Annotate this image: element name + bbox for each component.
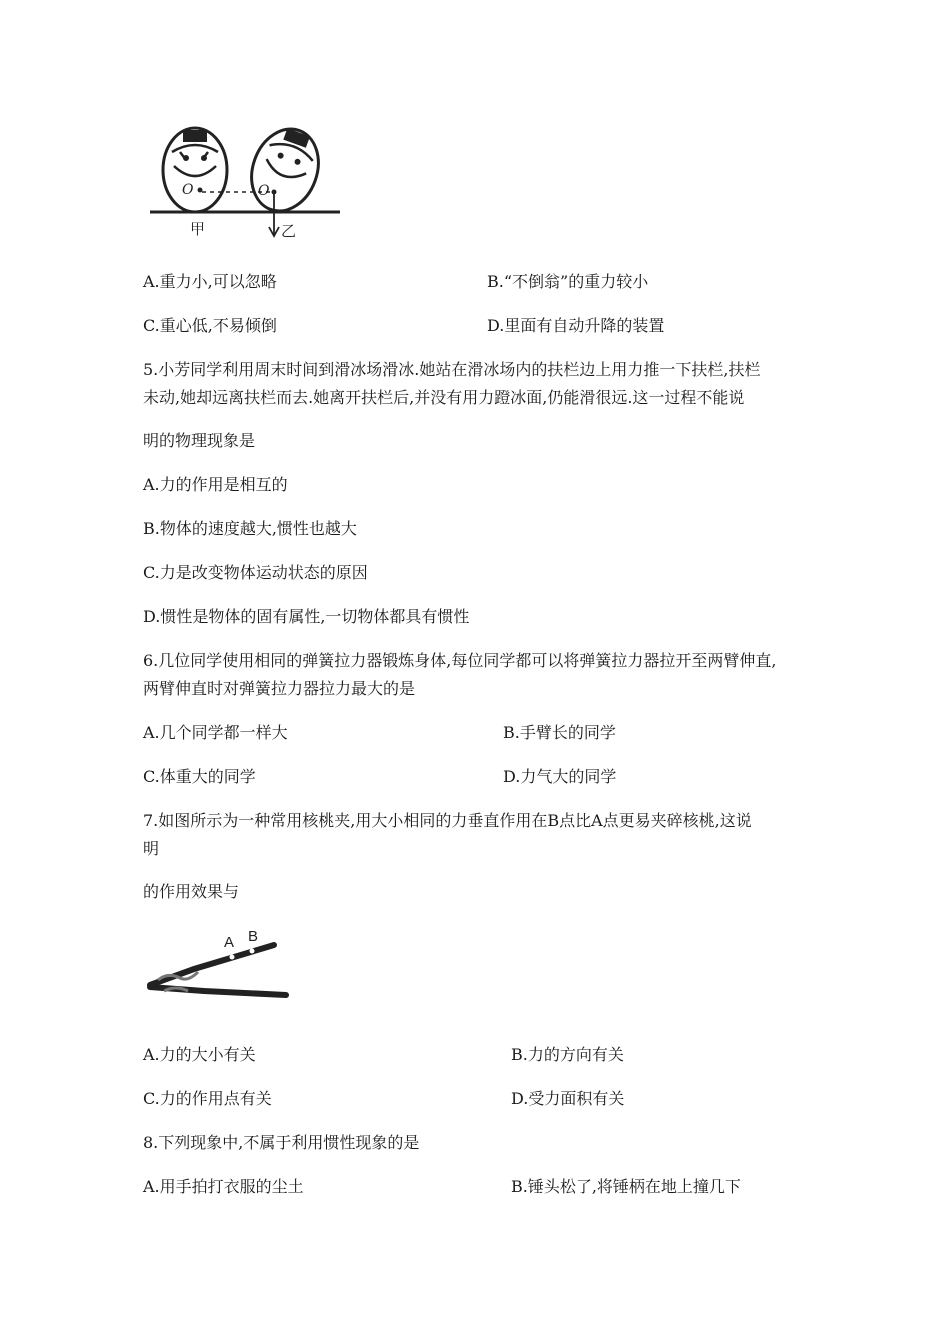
q7-option-d: D.受力面积有关 bbox=[511, 1089, 625, 1108]
q8-option-b: B.锤头松了,将锤柄在地上撞几下 bbox=[511, 1177, 741, 1196]
point-o-right: O bbox=[258, 183, 270, 199]
q4-option-d: D.里面有自动升降的装置 bbox=[487, 316, 665, 335]
q5-stem-line2: 未动,她却远离扶栏而去.她离开扶栏后,并没有用力蹬冰面,仍能滑很远.这一过程不能说 bbox=[143, 388, 745, 407]
q5-option-d: D.惯性是物体的固有属性,一切物体都具有惯性 bbox=[143, 607, 470, 626]
q6-stem-line2: 两臂伸直时对弹簧拉力器拉力最大的是 bbox=[143, 679, 416, 698]
q5-option-c: C.力是改变物体运动状态的原因 bbox=[143, 563, 368, 582]
q5-stem-line1: 5.小芳同学利用周末时间到滑冰场滑冰.她站在滑冰场内的扶栏边上用力推一下扶栏,扶栏 bbox=[143, 360, 761, 379]
q4-option-c: C.重心低,不易倾倒 bbox=[143, 316, 277, 335]
q7-stem-line1: 7.如图所示为一种常用核桃夹,用大小相同的力垂直作用在B点比A点更易夹碎核桃,这说 bbox=[143, 811, 752, 830]
q6-option-d: D.力气大的同学 bbox=[503, 767, 617, 786]
q6-option-a: A.几个同学都一样大 bbox=[143, 723, 288, 742]
tumbler-figure bbox=[150, 122, 340, 242]
q4-option-a: A.重力小,可以忽略 bbox=[143, 272, 277, 291]
q7-option-c: C.力的作用点有关 bbox=[143, 1089, 272, 1108]
doll-right bbox=[241, 122, 330, 220]
nutcracker-figure bbox=[144, 925, 294, 1005]
doll-left bbox=[163, 128, 227, 212]
q5-option-a: A.力的作用是相互的 bbox=[143, 475, 288, 494]
point-b-label: B bbox=[248, 928, 259, 945]
q7-option-b: B.力的方向有关 bbox=[511, 1045, 624, 1064]
q6-option-c: C.体重大的同学 bbox=[143, 767, 256, 786]
q8-option-a: A.用手拍打衣服的尘土 bbox=[143, 1177, 304, 1196]
point-o-left: O bbox=[182, 182, 194, 198]
q5-option-b: B.物体的速度越大,惯性也越大 bbox=[143, 519, 357, 538]
label-right-doll: 乙 bbox=[281, 222, 297, 240]
q8-stem-line1: 8.下列现象中,不属于利用惯性现象的是 bbox=[143, 1133, 420, 1152]
q6-option-b: B.手臂长的同学 bbox=[503, 723, 616, 742]
q7-stem-line3: 的作用效果与 bbox=[143, 882, 240, 901]
q5-stem-line3: 明的物理现象是 bbox=[143, 431, 256, 450]
q7-option-a: A.力的大小有关 bbox=[143, 1045, 256, 1064]
point-a-label: A bbox=[224, 934, 235, 951]
q7-stem-line2: 明 bbox=[143, 839, 160, 858]
label-left-doll: 甲 bbox=[190, 220, 206, 238]
q4-option-b: B.“不倒翁”的重力较小 bbox=[487, 272, 649, 291]
q6-stem-line1: 6.几位同学使用相同的弹簧拉力器锻炼身体,每位同学都可以将弹簧拉力器拉开至两臂伸直, bbox=[143, 651, 777, 670]
